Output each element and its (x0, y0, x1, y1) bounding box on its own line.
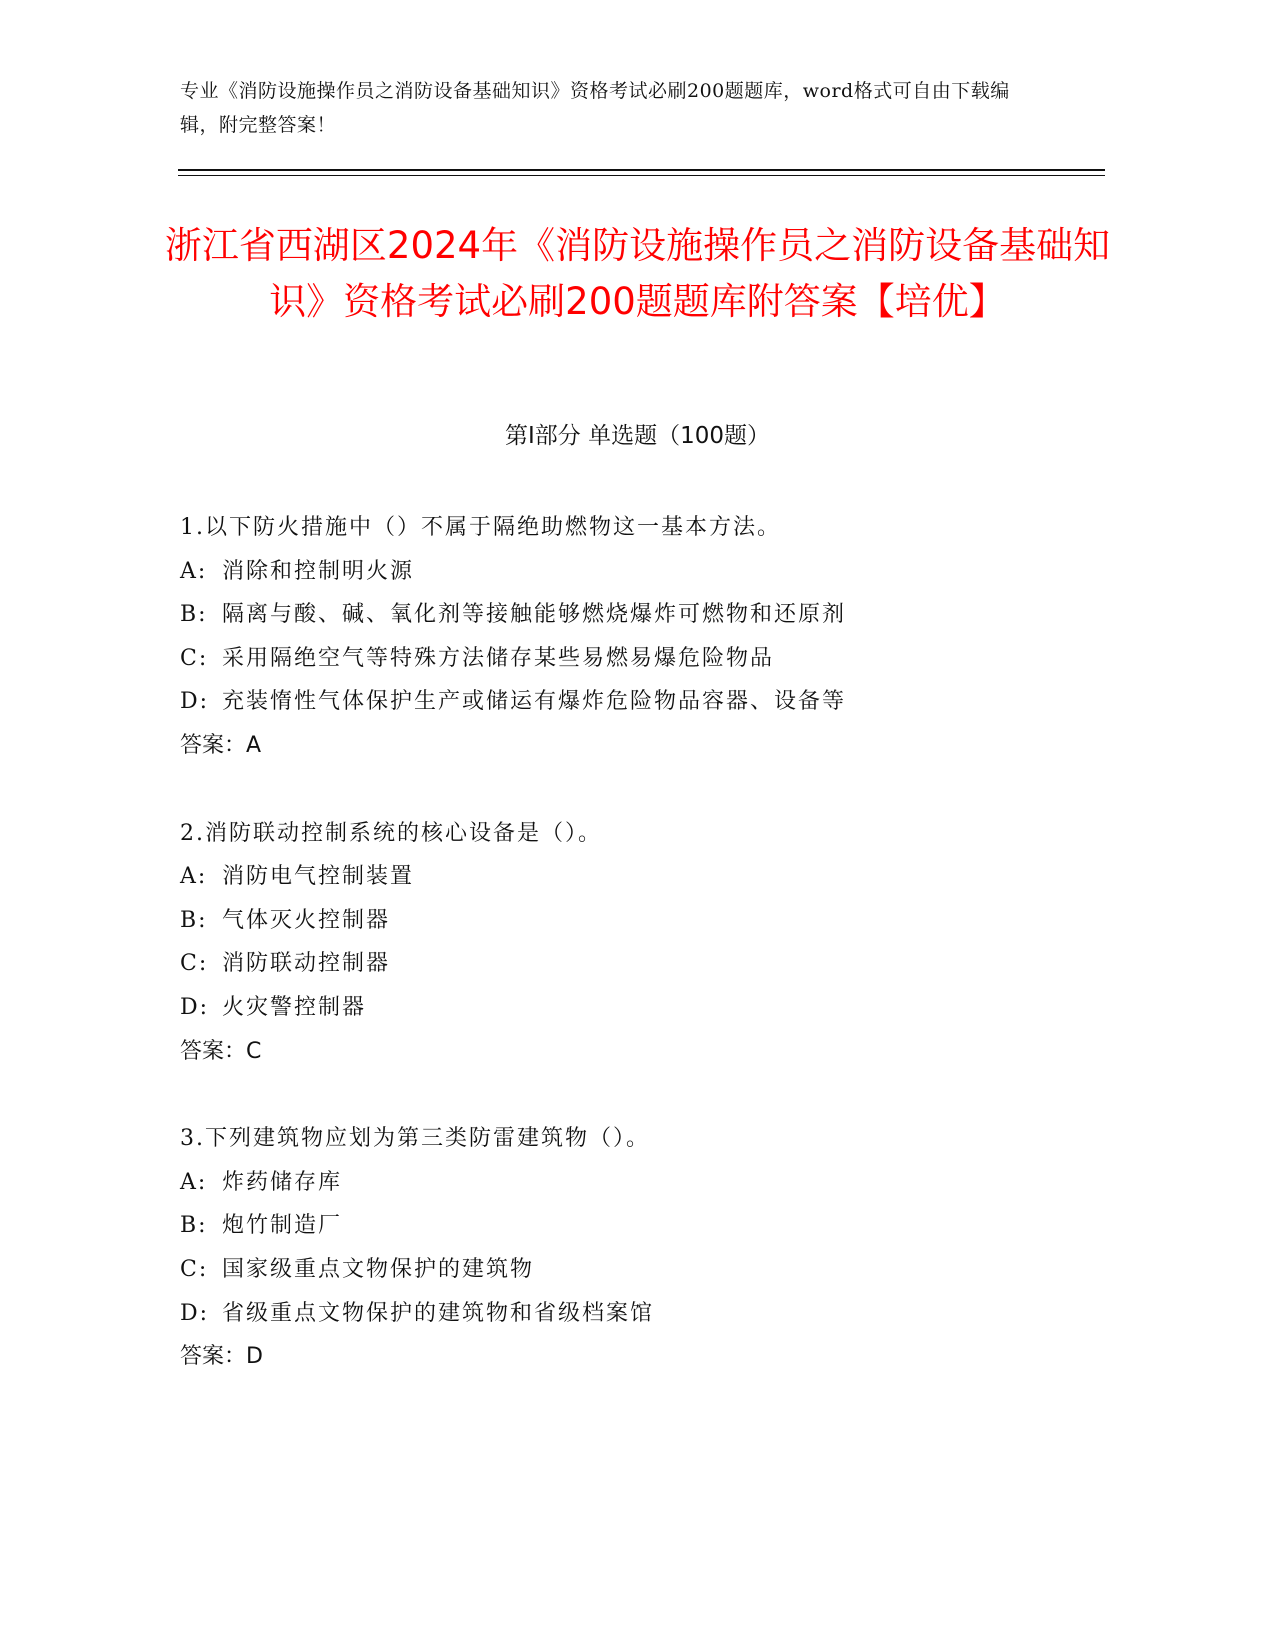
option-letter: B: (180, 1213, 208, 1239)
option-letter: D: (180, 994, 210, 1020)
option-letter: A: (180, 864, 208, 890)
option-text: 隔离与酸、碱、氧化剂等接触能够燃烧爆炸可燃物和还原剂 (222, 602, 847, 628)
option-text: 采用隔绝空气等特殊方法储存某些易燃易爆危险物品 (222, 645, 775, 671)
option-text: 消除和控制明火源 (222, 558, 415, 584)
option-letter: D: (180, 689, 210, 715)
option-letter: C: (180, 1256, 209, 1282)
option-a (180, 1161, 1080, 1205)
option-d (180, 1292, 1080, 1336)
header-rule-thin (178, 175, 1105, 176)
option-c (180, 637, 1080, 681)
answer-line (180, 1030, 1080, 1074)
option-c (180, 1248, 1080, 1292)
section-heading: 第Ⅰ部分 单选题（100题） (505, 423, 770, 449)
option-letter: A: (180, 1169, 208, 1195)
option-text: 炮竹制造厂 (222, 1213, 343, 1239)
answer-line (180, 724, 1080, 768)
option-b (180, 1204, 1080, 1248)
option-a (180, 550, 1080, 594)
answer-value: C (246, 1038, 262, 1064)
answer-value: D (246, 1344, 263, 1370)
question-3 (180, 1117, 1080, 1379)
answer-prefix: 答案： (180, 732, 247, 758)
option-letter: B: (180, 602, 208, 628)
question-stem: 3.下列建筑物应划为第三类防雷建筑物（）。 (180, 1126, 650, 1152)
header-note: 专业《消防设施操作员之消防设备基础知识》资格考试必刷200题题库，word格式可自由下载编辑，附完整答案！ (180, 80, 1010, 136)
question-list (180, 506, 1080, 1423)
option-d (180, 680, 1080, 724)
question-stem: 2.消防联动控制系统的核心设备是（）。 (180, 820, 602, 846)
option-b (180, 899, 1080, 943)
header-rule-thick (178, 169, 1105, 171)
option-text: 消防联动控制器 (222, 951, 391, 977)
option-text: 消防电气控制装置 (222, 864, 415, 890)
answer-value: A (246, 732, 262, 758)
option-letter: C: (180, 951, 209, 977)
option-c (180, 942, 1080, 986)
answer-prefix: 答案： (180, 1344, 247, 1370)
answer-prefix: 答案： (180, 1038, 247, 1064)
option-text: 气体灭火控制器 (222, 907, 391, 933)
question-1 (180, 506, 1080, 768)
question-stem: 1.以下防火措施中（）不属于隔绝助燃物这一基本方法。 (180, 515, 781, 540)
option-d (180, 986, 1080, 1030)
option-text: 炸药储存库 (222, 1169, 343, 1195)
option-b (180, 593, 1080, 637)
option-text: 国家级重点文物保护的建筑物 (222, 1256, 535, 1282)
option-letter: D: (180, 1300, 210, 1326)
question-2 (180, 812, 1080, 1074)
option-text: 充装惰性气体保护生产或储运有爆炸危险物品容器、设备等 (222, 689, 847, 715)
option-letter: B: (180, 907, 208, 933)
option-letter: C: (180, 645, 209, 671)
option-a (180, 855, 1080, 899)
answer-line (180, 1335, 1080, 1379)
option-text: 省级重点文物保护的建筑物和省级档案馆 (222, 1300, 655, 1326)
option-letter: A: (180, 558, 208, 584)
document-title: 浙江省西湖区2024年《消防设施操作员之消防设备基础知识》资格考试必刷200题题库附答案【培优】 (164, 224, 1111, 323)
option-text: 火灾警控制器 (222, 994, 367, 1020)
